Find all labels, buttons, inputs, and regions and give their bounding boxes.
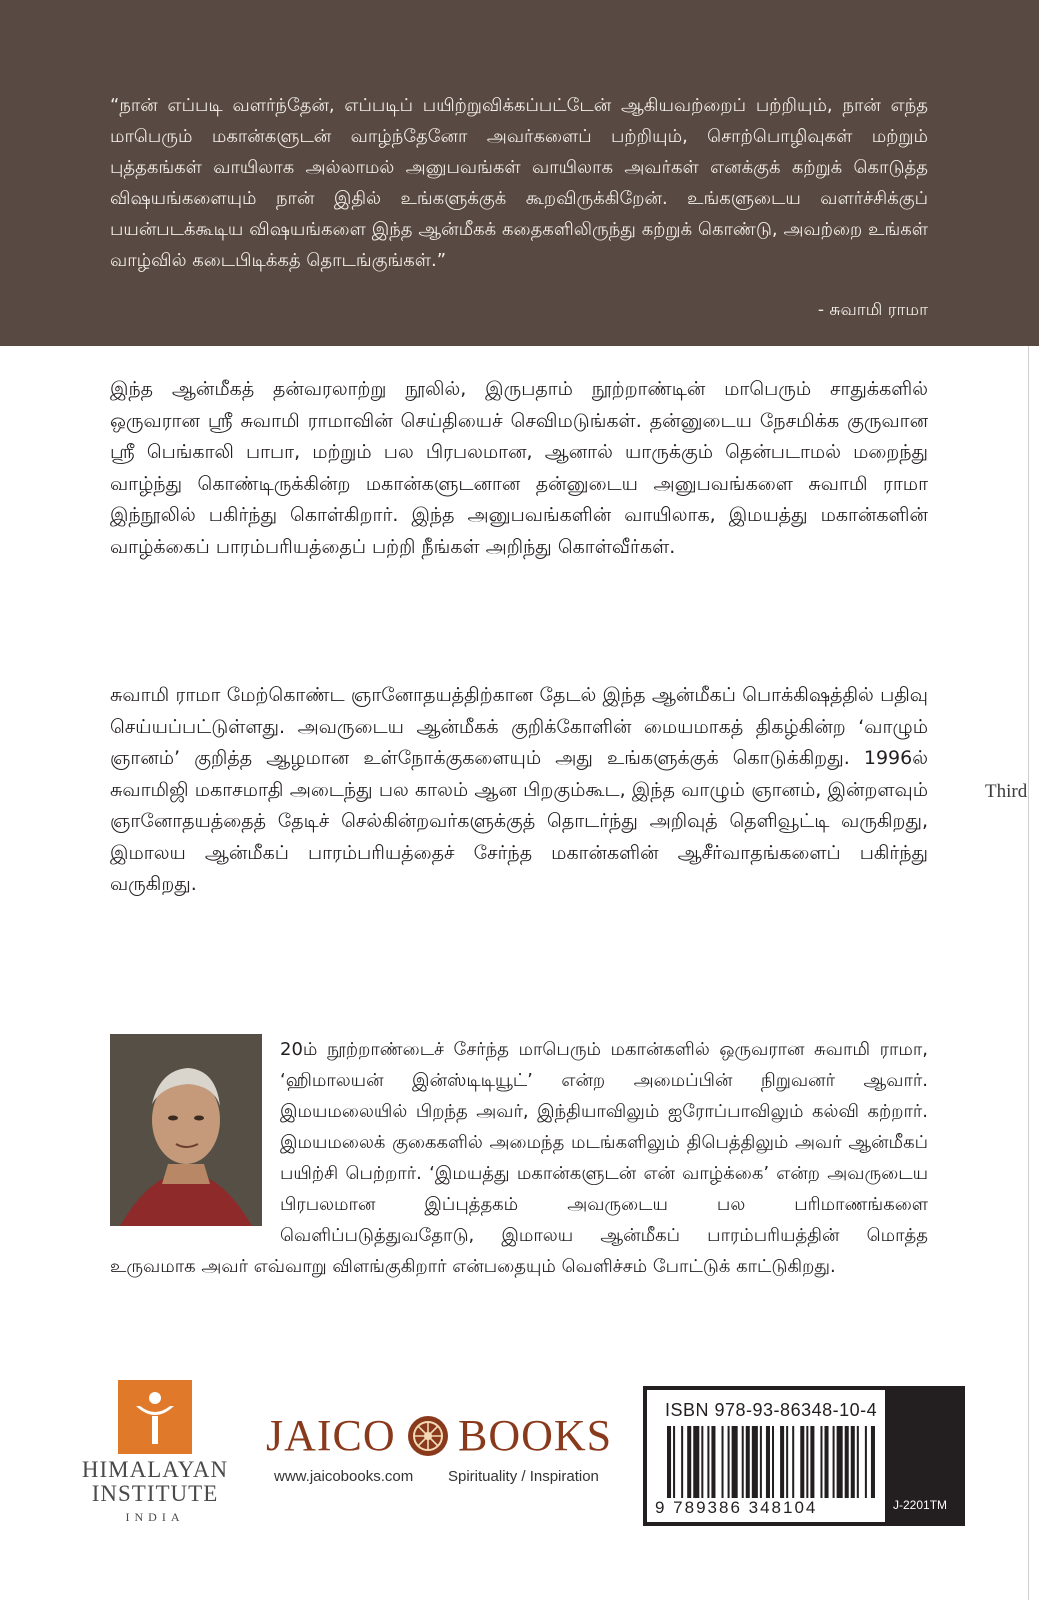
barcode-bar	[845, 1426, 849, 1498]
books-word: BOOKS	[458, 1411, 613, 1460]
jaico-books-logo	[266, 1410, 616, 1490]
barcode-bar	[851, 1426, 855, 1498]
barcode-bar	[792, 1426, 794, 1498]
barcode-bar	[806, 1426, 808, 1498]
barcode-bar	[786, 1426, 788, 1498]
barcode-bar	[780, 1426, 784, 1498]
barcode	[667, 1426, 877, 1498]
barcode-bar	[857, 1426, 859, 1498]
barcode-bar	[687, 1426, 691, 1498]
barcode-bar	[673, 1426, 675, 1498]
barcode-bar	[752, 1426, 758, 1498]
barcode-bar	[701, 1426, 703, 1498]
jaico-wheel-icon	[406, 1414, 450, 1458]
barcode-bar	[760, 1426, 762, 1498]
back-cover-quote: “நான் எப்படி வளர்ந்தேன், எப்படிப் பயிற்றுவிக்கப்பட்டேன் ஆகியவற்றைப் பற்றியும், நான் எந்த மாபெரும் மகான்களுடன் வாழ்ந்தேனோ அவர்களைப் பற்றியும், சொற்பொழிவுகள் மற்றும் புத்தகங்கள் வாயிலாக அல்லாமல் அனுபவங்கள் வாயிலாக அவர்கள் எனக்குக் கற்றுக் கொடுத்த விஷயங்களையும் நான் இதில் உங்களுக்குக் கூறவிருக்கிறேன். உங்களுடைய வளர்ச்சிக்குப் பயன்படக்கூடிய விஷயங்களை இந்த ஆன்மீகக் கதைகளிலிருந்து கற்றுக் கொண்டு, அவற்றை உங்கள் வாழ்வில் கடைபிடிக்கத் தொடங்குங்கள்.”	[110, 95, 928, 271]
barcode-bar	[871, 1426, 875, 1498]
publisher-code: J-2201TM	[893, 1498, 948, 1512]
barcode-bar	[766, 1426, 770, 1498]
barcode-bar	[707, 1426, 709, 1498]
institute-country: INDIA	[125, 1510, 185, 1524]
page-edge-rule	[1028, 346, 1029, 1600]
barcode-bar	[681, 1426, 683, 1498]
barcode-bar	[732, 1426, 738, 1498]
barcode-bar	[693, 1426, 699, 1498]
barcode-bar	[711, 1426, 715, 1498]
publisher-website: www.jaicobooks.com	[274, 1468, 414, 1485]
barcode-bar	[825, 1426, 829, 1498]
barcode-bar	[810, 1426, 814, 1498]
blurb-paragraph-2: சுவாமி ராமா மேற்கொண்ட ஞானோதயத்திற்கான தேடல் இந்த ஆன்மீகப் பொக்கிஷத்தில் பதிவு செய்யப்பட்டுள்ளது. அவருடைய ஆன்மீகக் குறிக்கோளின் மையமாகத் திகழ்கின்ற ‘வாழும் ஞானம்’ குறித்த ஆழமான உள்நோக்குகளையும் அது உங்களுக்குக் கொடுக்கிறது. 1996ல் சுவாமிஜி மகாசமாதி அடைந்து பல காலம் ஆன பிறகும்கூட, இந்த வாழும் ஞானம், இன்றளவும் ஞானோதயத்தைத் தேடிச் செல்கின்றவர்களுக்குத் தொடர்ந்து அறிவுத் தெளிவூட்டி வருகிறது, இமாலய ஆன்மீகப் பாரம்பரியத்தைச் சேர்ந்த மகான்களின் ஆசீர்வாதங்களைப் பகிர்ந்து வருகிறது.	[110, 684, 928, 895]
barcode-bar	[742, 1426, 744, 1498]
barcode-bar	[865, 1426, 867, 1498]
jaico-word: JAICO	[266, 1411, 396, 1460]
institute-line-2: INSTITUTE	[91, 1481, 219, 1506]
himalayan-institute-name	[70, 1458, 240, 1506]
barcode-bar	[820, 1426, 822, 1498]
barcode-bar	[722, 1426, 724, 1498]
author-bio: 20ம் நூற்றாண்டைச் சேர்ந்த மாபெரும் மகான்களில் ஒருவரான சுவாமி ராமா, ‘ஹிமாலயன் இன்ஸ்டிடியூட்’ என்ற அமைப்பின் நிறுவனர் ஆவார். இமயமலையில் பிறந்த அவர், இந்தியாவிலும் ஐரோப்பாவிலும் கல்வி கற்றார். இமயமலைக் குகைகளில் அமைந்த மடங்களிலும் திபெத்திலும் அவர் ஆன்மீகப் பயிற்சி பெற்றார். ‘இமயத்து மகான்களுடன் என் வாழ்க்கை’ என்ற அவருடைய பிரபலமான இப்புத்தகம் அவருடைய பல பரிமாணங்களை வெளிப்படுத்துவதோடு, இமாலய ஆன்மீகப் பாரம்பரியத்தின் மொத்த உருவமாக அவர் எவ்வாறு விளங்குகிறார் என்பதையும் வெளிச்சம் போட்டுக் காட்டுகிறது.	[110, 1039, 928, 1277]
isbn-label: ISBN 978-93-86348-10-4	[665, 1400, 878, 1420]
barcode-bar	[772, 1426, 774, 1498]
book-category: Spirituality / Inspiration	[448, 1468, 599, 1485]
barcode-bar	[837, 1426, 843, 1498]
blurb-paragraph-1: இந்த ஆன்மீகத் தன்வரலாற்று நூலில், இருபதாம் நூற்றாண்டின் மாபெரும் சாதுக்களில் ஒருவரான ஸ்ரீ சுவாமி ராமாவின் செய்தியைச் செவிமடுங்கள். தன்னுடைய நேசமிக்க குருவான ஸ்ரீ பெங்காலி பாபா, மற்றும் பல பிரபலமான, ஆனால் யாருக்கும் தென்படாமல் மறைந்து வாழ்ந்து கொண்டிருக்கின்ற மகான்களுடனான தன்னுடைய அனுபவங்களை சுவாமி ராமா இந்நூலில் பகிர்ந்து கொள்கிறார். இந்த அனுபவங்களின் வாயிலாக, இமயத்து மகான்களின் வாழ்க்கைப் பாரம்பரியத்தைப் பற்றி நீங்கள் அறிந்து கொள்வீர்கள்.	[110, 378, 928, 558]
side-label: Third	[985, 781, 1028, 802]
barcode-bar	[800, 1426, 804, 1498]
quote-author: - சுவாமி ராமா	[817, 300, 928, 320]
barcode-bar	[746, 1426, 750, 1498]
barcode-panel	[647, 1390, 885, 1522]
himalayan-institute-logo	[70, 1380, 240, 1530]
institute-line-1: HIMALAYAN	[81, 1457, 229, 1482]
isbn-barcode-block	[643, 1386, 965, 1526]
barcode-digits: 9 789386 348104	[655, 1498, 818, 1517]
barcode-bar	[667, 1426, 671, 1498]
author-photo	[110, 1034, 262, 1226]
himalayan-institute-emblem-icon	[118, 1380, 192, 1454]
barcode-bar	[728, 1426, 730, 1498]
barcode-bar	[833, 1426, 835, 1498]
